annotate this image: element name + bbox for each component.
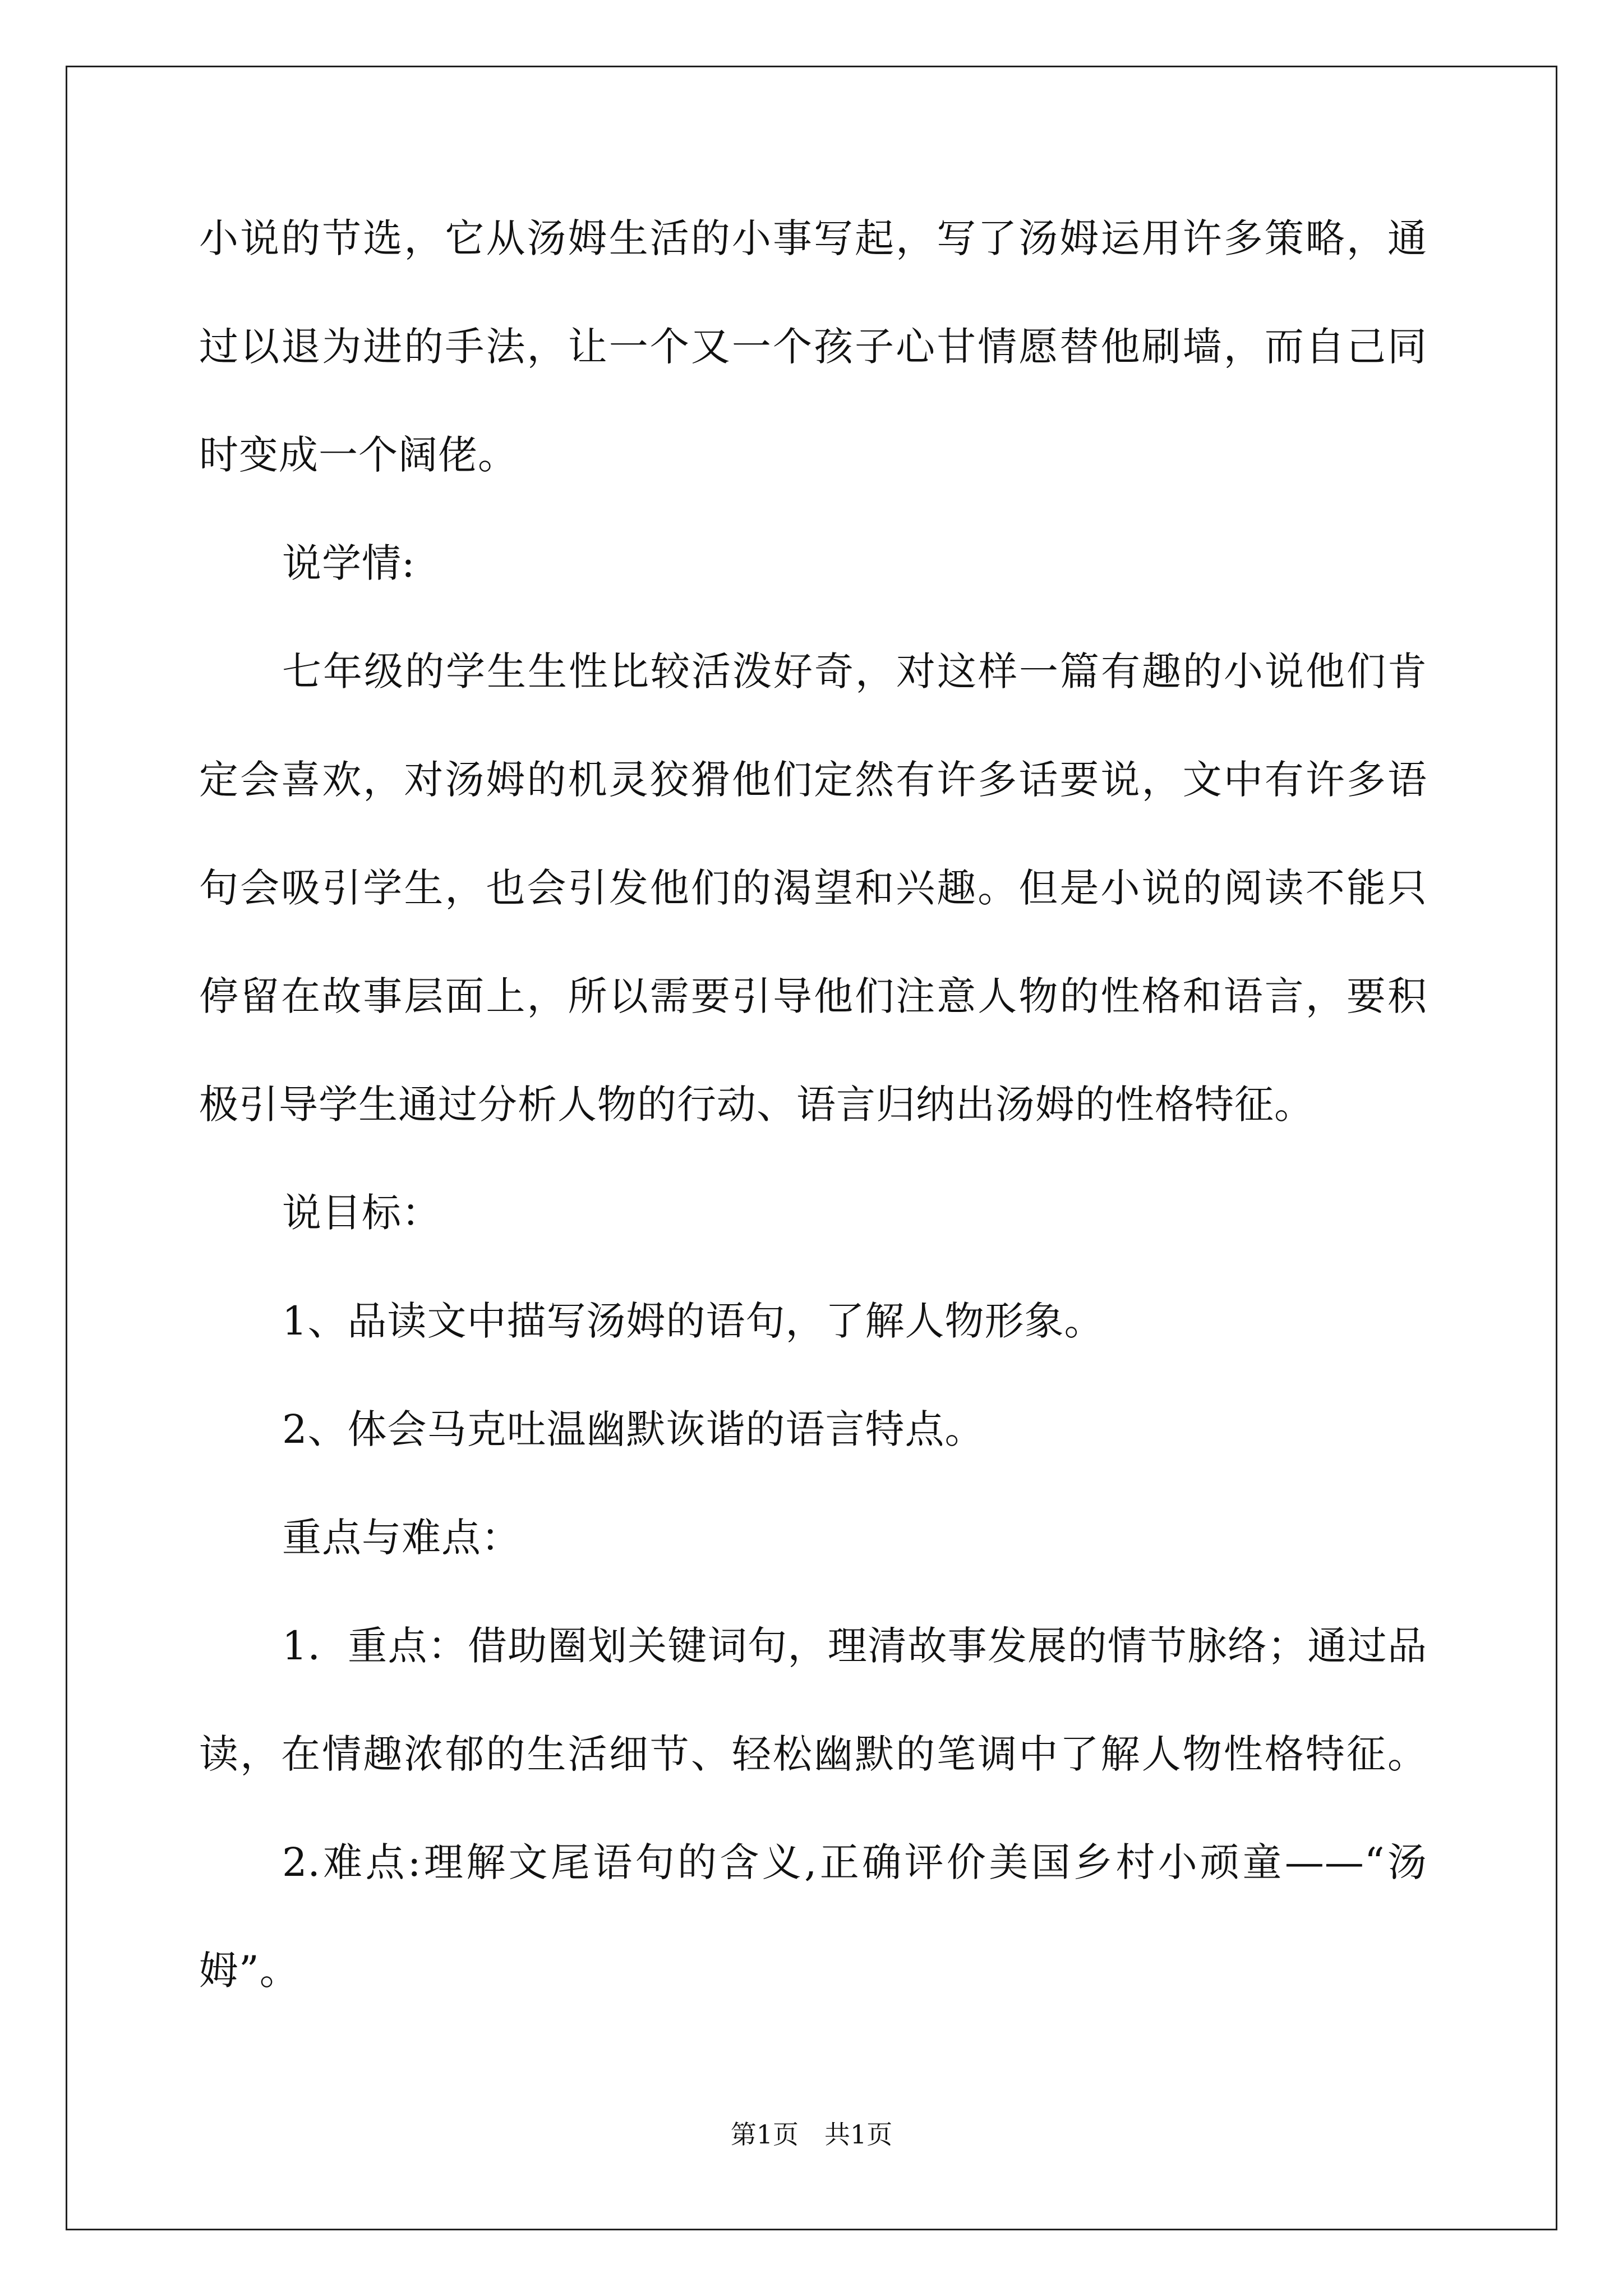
- list-item: 1、品读文中描写汤姆的语句，了解人物形象。: [282, 1298, 1104, 1344]
- paragraph-line: 小说的节选，它从汤姆生活的小事写起，写了汤姆运用许多策略，通: [199, 215, 1427, 261]
- paragraph-line: 读，在情趣浓郁的生活细节、轻松幽默的笔调中了解人物性格特征。: [199, 1731, 1427, 1777]
- paragraph-line: 句会吸引学生，也会引发他们的渴望和兴趣。但是小说的阅读不能只: [199, 865, 1427, 911]
- section-heading: 重点与难点：: [282, 1515, 521, 1561]
- page-border: [66, 66, 1557, 2230]
- section-heading: 说学情:: [282, 540, 416, 586]
- section-heading: 说目标：: [282, 1190, 441, 1236]
- paragraph-line: 极引导学生通过分析人物的行动、语言归纳出汤姆的性格特征。: [199, 1082, 1314, 1128]
- list-item: 1．重点：借助圈划关键词句，理清故事发展的情节脉络；通过品: [282, 1623, 1427, 1669]
- paragraph-line: 时变成一个阔佬。: [199, 432, 518, 478]
- list-item: 2.难点:理解文尾语句的含义,正确评价美国乡村小顽童——“汤: [282, 1839, 1427, 1885]
- paragraph-line: 七年级的学生生性比较活泼好奇，对这样一篇有趣的小说他们肯: [282, 648, 1427, 694]
- paragraph-line: 停留在故事层面上，所以需要引导他们注意人物的性格和语言，要积: [199, 973, 1427, 1019]
- paragraph-line: 定会喜欢，对汤姆的机灵狡猾他们定然有许多话要说，文中有许多语: [199, 757, 1427, 803]
- list-item: 2、体会马克吐温幽默诙谐的语言特点。: [282, 1406, 985, 1452]
- paragraph-line: 过以退为进的手法，让一个又一个孩子心甘情愿替他刷墙，而自己同: [199, 324, 1427, 370]
- paragraph-line: 姆”。: [199, 1948, 299, 1994]
- page-footer: 第1页 共1页: [730, 2119, 893, 2150]
